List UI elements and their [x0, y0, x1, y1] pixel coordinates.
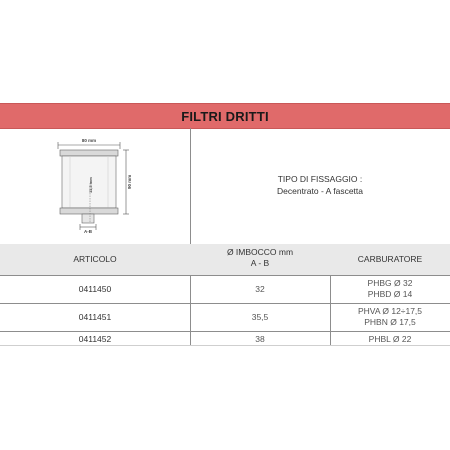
carburatore-line2: PHBD Ø 14 [367, 289, 413, 299]
divider-row-1 [0, 303, 450, 304]
carburatore-line1: PHBL Ø 22 [368, 334, 412, 344]
cell-articolo: 0411450 [78, 284, 112, 294]
header-articolo: ARTICOLO [73, 254, 117, 264]
section-title: FILTRI DRITTI [181, 108, 269, 124]
cell-imbocco: 32 [255, 284, 265, 294]
cell-articolo: 0411452 [78, 334, 112, 344]
cell-imbocco: 38 [255, 334, 265, 344]
header-imbocco-line1: Ø IMBOCCO mm [226, 247, 294, 257]
ab-dimension-label: A-B [84, 229, 92, 234]
filter-drawing [40, 133, 150, 238]
fixing-type-title: TIPO DI FISSAGGIO : [277, 174, 363, 184]
section-banner [0, 103, 450, 129]
filter-diagram [40, 133, 150, 238]
cell-carburatore [330, 306, 450, 328]
header-imbocco [190, 247, 330, 269]
carburatore-line1: PHVA Ø 12÷17,5 [357, 306, 423, 316]
carburatore-line2: PHBN Ø 17,5 [364, 317, 416, 327]
height-dimension-label: 90 mm [127, 174, 132, 189]
divider-row-3 [0, 345, 450, 346]
cell-carburatore [330, 334, 450, 345]
cell-imbocco: 35,5 [251, 312, 269, 322]
header-carburatore: CARBURATORE [357, 254, 423, 264]
width-dimension-label: 80 mm [81, 138, 97, 143]
carburatore-line1: PHBG Ø 32 [367, 278, 413, 288]
cell-articolo: 0411451 [78, 312, 112, 322]
inner-dimension-label: 11,5 mm [88, 177, 93, 193]
table-header [0, 244, 450, 275]
divider-row-2 [0, 331, 450, 332]
fixing-type-value: Decentrato - A fascetta [277, 186, 363, 196]
divider-header-bottom [0, 275, 450, 276]
cell-carburatore [330, 278, 450, 300]
header-imbocco-line2: A - B [250, 258, 270, 268]
